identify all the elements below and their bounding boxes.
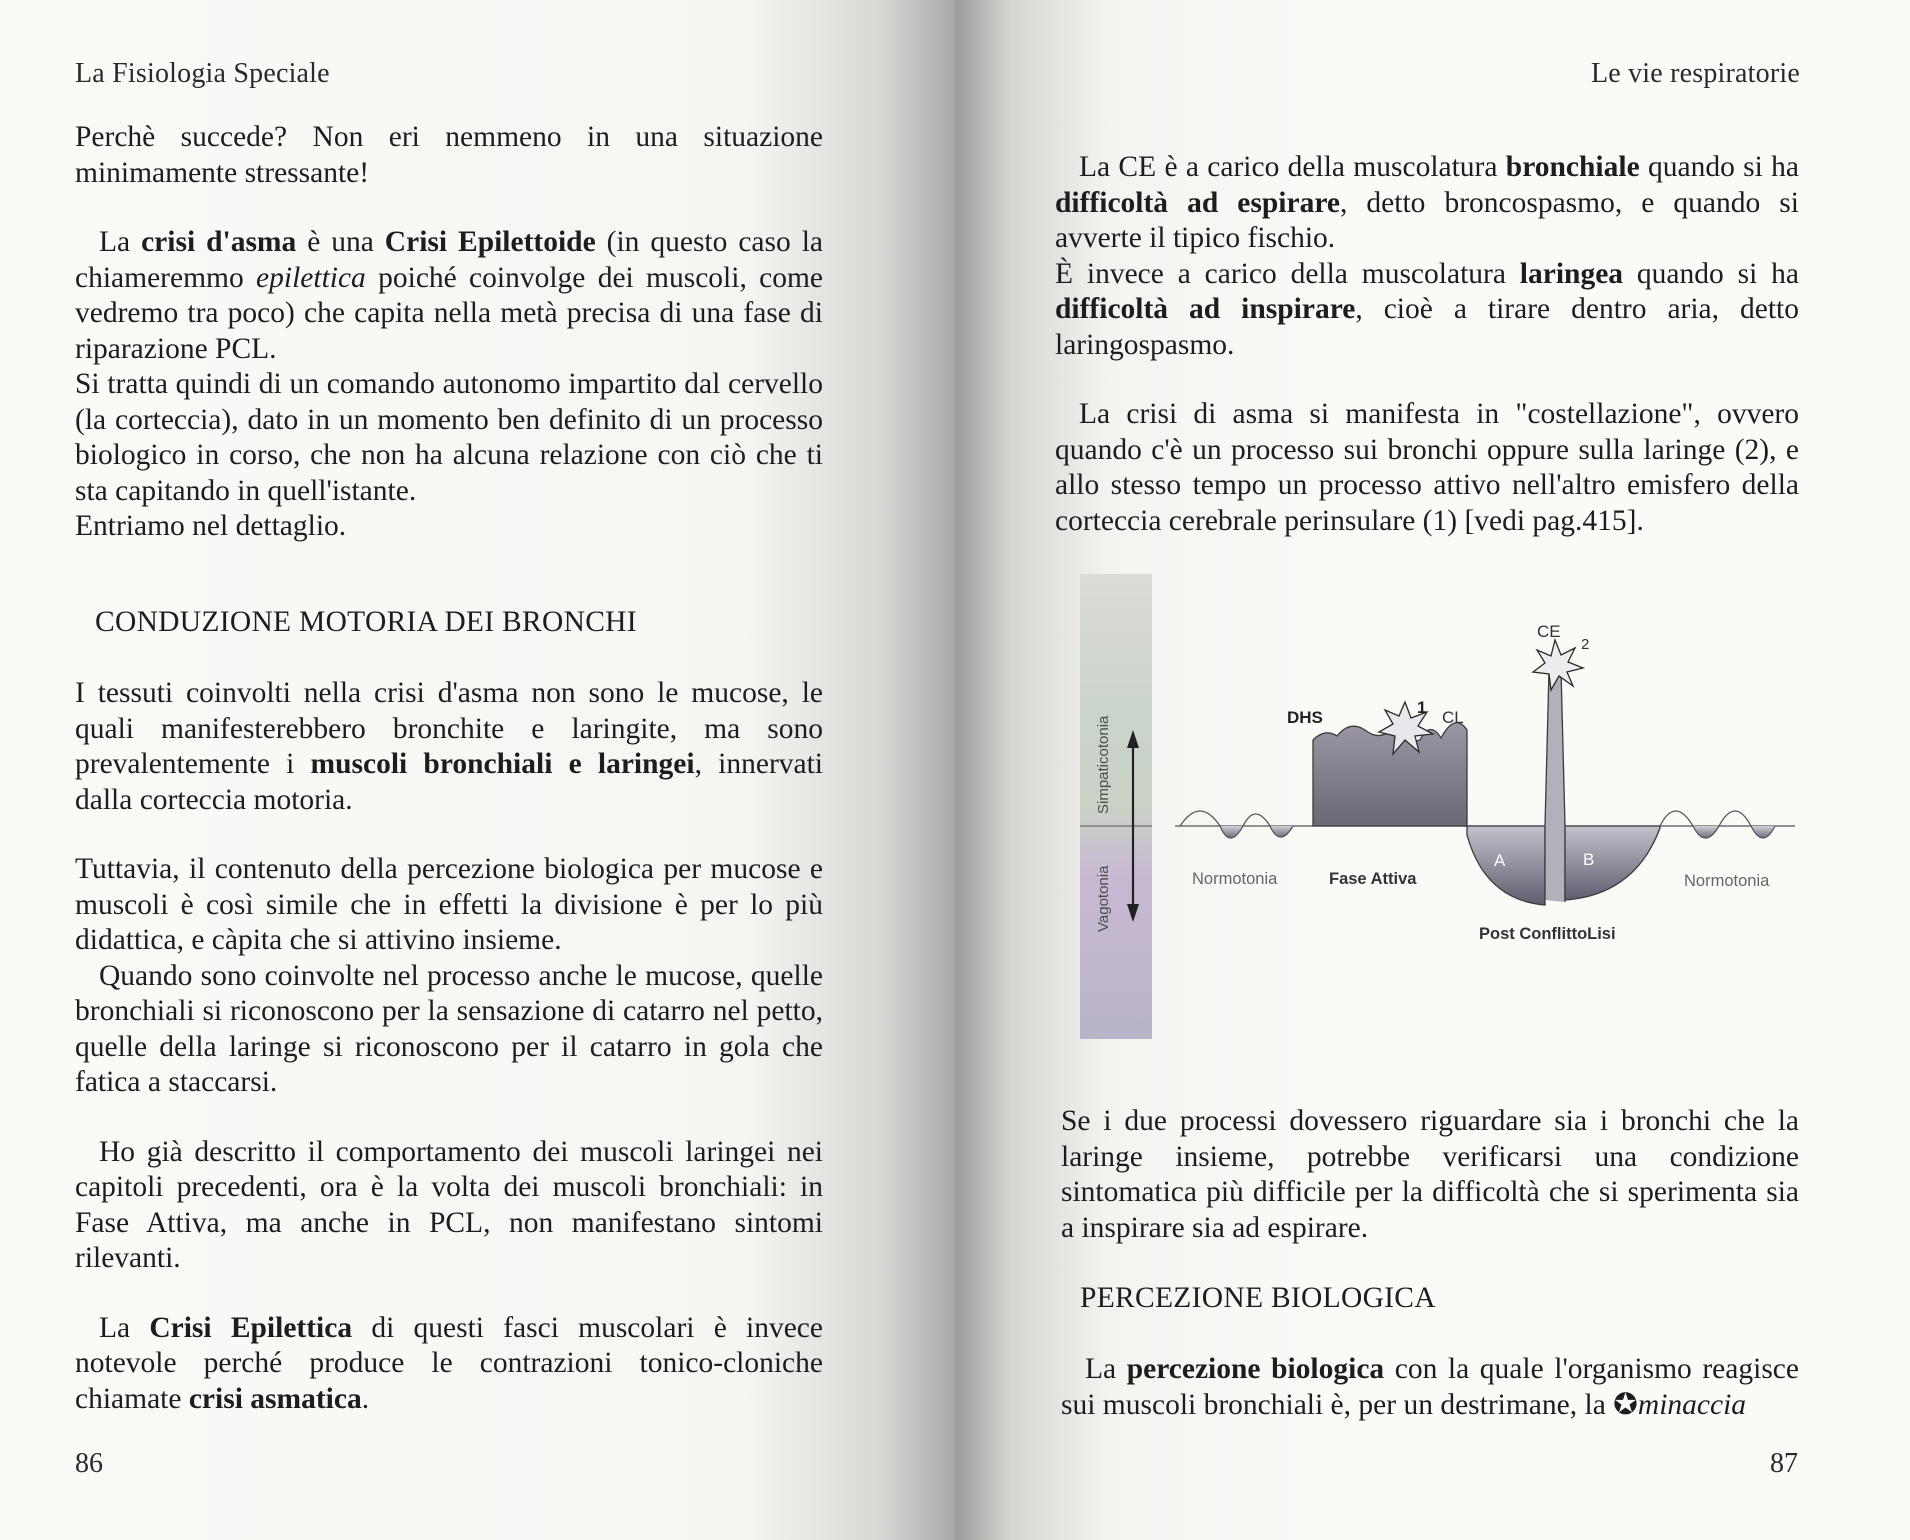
ce-spike (1545, 670, 1565, 902)
tuttavia-paragraph: Tuttavia, il contenuto della percezione biologica per mucose e muscoli è così simile che in effetti la divisione è per lo più didattica, e càpita che si attivino insieme. (75, 853, 823, 956)
biphasic-diagram (1075, 570, 1815, 1040)
right-page-number: 87 (1770, 1448, 1798, 1479)
mucose-paragraph: Quando sono coinvolte nel processo anche le mucose, quelle bronchiali si riconoscono per la sensazione di catarro nel petto, quelle della laringe si riconoscono per il catarro in gola che fatica a staccarsi. (75, 959, 823, 1098)
dhs-label: DHS (1287, 708, 1323, 727)
fase-attiva-label: Fase Attiva (1329, 870, 1417, 888)
spacer (75, 1101, 823, 1135)
trough-a (1467, 826, 1545, 905)
left-body-top (75, 120, 823, 545)
simpaticotonia-label: Simpaticotonia (1095, 715, 1112, 814)
laringei-paragraph: Ho già descritto il comportamento dei muscoli laringei nei capitoli precedenti, ora è la volta dei muscoli bronchiali: in Fase Attiva, ma anche in PCL, non manifestano sintomi rilevanti. (75, 1135, 823, 1274)
wave-crest (1660, 811, 1693, 826)
marker-1-label: 1 (1417, 698, 1427, 717)
section-heading-conduzione: CONDUZIONE MOTORIA DEI BRONCHI (95, 606, 637, 638)
wave-trough (1220, 826, 1243, 838)
normotonia-left-label: Normotonia (1192, 870, 1278, 888)
wave-trough (1751, 826, 1775, 838)
right-running-head: Le vie respiratorie (1590, 58, 1800, 89)
left-page-number: 86 (75, 1448, 103, 1479)
wave-trough (1693, 826, 1719, 838)
diagram-svg (1075, 570, 1815, 1040)
spacer (75, 818, 823, 852)
costellazione-paragraph: La crisi di asma si manifesta in "costellazione", ovvero quando c'è un processo sui bronchi oppure sulla laringe (2), e allo stesso tempo un processo attivo nell'altro emisfero della corteccia cerebrale perinsulare (1) [vedi pag.415]. (1055, 398, 1799, 537)
wave-crest (1243, 814, 1270, 826)
ce-label: CE (1537, 622, 1561, 641)
percezione-paragraph: La percezione biologica con la quale l'organismo reagisce sui muscoli bronchiali è, per un destrimane, la ✪minaccia (1061, 1353, 1799, 1421)
section-heading-percezione: PERCEZIONE BIOLOGICA (1080, 1282, 1436, 1314)
tessuti-paragraph: I tessuti coinvolti nella crisi d'asma non sono le mucose, le quali manifesterebbero bronchite e laringite, ma sono prevalentemente i muscoli bronchiali e laringei, innervati dalla corteccia motoria. (75, 677, 824, 816)
left-body-bottom (75, 676, 823, 1417)
wave-trough (1270, 826, 1293, 837)
due-processi-paragraph: Se i due processi dovessero riguardare sia i bronchi che la laringe insieme, potrebbe verificarsi una condizione sintomatica più difficile per la difficoltà che si sperimenta sia a inspirare sia ad espirare. (1061, 1105, 1799, 1244)
dettaglio-paragraph: Entriamo nel dettaglio. (75, 510, 347, 542)
vagotonia-label: Vagotonia (1095, 865, 1112, 932)
wave-crest (1719, 811, 1751, 826)
cl-label: CL (1442, 708, 1464, 727)
left-running-head: La Fisiologia Speciale (75, 58, 330, 89)
normotonia-right-label: Normotonia (1684, 872, 1770, 890)
asma-paragraph: La crisi d'asma è una Crisi Epilettoide (in questo caso la chiameremmo epilettica poiché coinvolge dei muscoli, come vedremo tra poco) che capita nella metà precisa di una fase di riparazione PCL. (75, 226, 824, 365)
post-conflittolisi-label: Post ConflittoLisi (1479, 925, 1616, 943)
active-phase-block (1313, 723, 1467, 826)
comando-paragraph: Si tratta quindi di un comando autonomo impartito dal cervello (la corteccia), dato in un momento ben definito di un processo biologico in corso, che non ha alcuna relazione con ciò che ti sta capitando in quell'istante. (75, 368, 823, 507)
phase-b-label: B (1583, 850, 1595, 869)
ce-bronchiale-paragraph: La CE è a carico della muscolatura bronchiale quando si ha difficoltà ad espirare, detto broncospasmo, e quando si avverte il tipico fischio. (1055, 151, 1799, 254)
trough-b (1565, 826, 1660, 900)
right-body-top (1055, 150, 1799, 539)
ce-laringea-paragraph: È invece a carico della muscolatura laringea quando si ha difficoltà ad inspirare, cioè a tirare dentro aria, detto laringospasmo. (1055, 257, 1799, 361)
intro-paragraph: Perchè succede? Non eri nemmeno in una situazione minimamente stressante! (75, 121, 823, 189)
marker-2-label: 2 (1581, 636, 1590, 653)
star-symbol-icon: ✪ (1613, 1388, 1638, 1421)
spacer (75, 191, 823, 225)
phase-a-label: A (1494, 851, 1506, 870)
tone-gradient-bar (1080, 574, 1152, 1039)
wave-crest (1180, 811, 1220, 826)
crisi-epilettica-paragraph: La Crisi Epilettica di questi fasci muscolari è invece notevole perché produce le contrazioni tonico-cloniche chiamate crisi asmatica. (75, 1311, 823, 1415)
spacer (75, 1277, 823, 1311)
spacer (1055, 363, 1799, 397)
right-body-mid (1061, 1104, 1799, 1246)
right-body-bottom (1061, 1352, 1799, 1423)
